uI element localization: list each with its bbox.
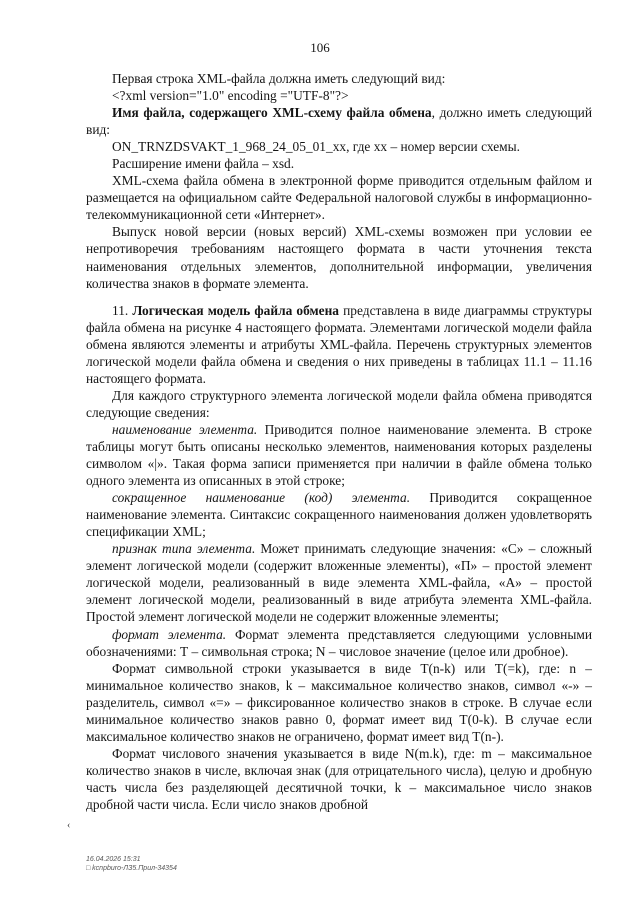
bold-term: Логическая модель файла обмена: [132, 302, 339, 318]
bold-term: Имя файла, содержащего XML-схему файла обмена: [112, 105, 432, 121]
xml-declaration: <?xml version="1.0" encoding ="UTF-8"?>: [112, 88, 349, 104]
definition-item: признак типа элемента. Может принимать следующие значения: «С» – сложный элемент логической модели (содержит вложенные элементы), «П» – простой элемент логической модели, реализованный в виде элемента XML-файла, «А» – простой элемент логической модели, реализованный в виде атрибута элемента XML-файла. Простой элемент логической модели не содержит вложенные элементы;: [86, 541, 592, 625]
definition-item: формат элемента. Формат элемента представляется следующими условными обозначениями: Т – символьная строка; N – числовое значение (целое или дробное).: [86, 626, 592, 659]
paragraph: Для каждого структурного элемента логической модели файла обмена приводятся следующие сведения:: [86, 387, 592, 420]
paragraph: Формат символьной строки указывается в виде Т(n-k) или Т(=k), где: n – минимальное количество знаков, k – максимальное количество знаков, символ «-» – разделитель, символ «=» – фиксированное количество знаков в строке. В случае если минимальное количество знаков равно 0, формат имеет вид Т(0-k). В случае если максимальное количество знаков не ограничено, формат имеет вид Т(n-).: [86, 660, 592, 744]
schema-filename: ON_TRNZDSVAKT_1_968_24_05_01_xx, где хх – номер версии схемы.: [112, 139, 520, 155]
italic-term: наименование элемента.: [112, 421, 258, 437]
margin-mark: ‹: [67, 820, 71, 831]
paragraph: XML-схема файла обмена в электронной форме приводится отдельным файлом и размещается на официальном сайте Федеральной налоговой службы в информационно-телекоммуникационной сети «Интернет».: [86, 173, 592, 223]
italic-term: признак типа элемента.: [112, 541, 256, 557]
paragraph: Имя файла, содержащего XML-схему файла обмена, должно иметь следующий вид:: [86, 105, 592, 138]
section-11-paragraph: 11. Логическая модель файла обмена представлена в виде диаграммы структуры файла обмена на рисунке 4 настоящего формата. Элементами логической модели файла обмена являются элементы и атрибуты XML-файла. Перечень структурных элементов логической модели файла обмена и сведения о них приведены в таблицах 11.1 – 11.16 настоящего формата.: [86, 302, 592, 386]
footer-timestamp: 16.04.2026 15:31: [86, 856, 141, 863]
document-body: [86, 70, 592, 813]
document-footer: [86, 855, 177, 873]
paragraph: Формат числового значения указывается в виде N(m.k), где: m – максимальное количество знаков в числе, включая знак (для отрицательного числа), целую и дробную часть числа без разделяющей десятичной точки, k – максимальное число знаков дробной части числа. Если число знаков дробной: [86, 745, 592, 812]
footer-path: □ kcnpburo-ЛЗ5.Прил-34354: [86, 865, 177, 872]
definition-item: наименование элемента. Приводится полное наименование элемента. В строке таблицы могут быть описаны несколько элементов, наименования которых разделены символом «|». Такая форма записи применяется при наличии в файле обмена только одного элемента из описанных в этой строке;: [86, 421, 592, 489]
italic-term: формат элемента.: [112, 626, 227, 642]
paragraph: Выпуск новой версии (новых версий) XML-схемы возможен при условии ее непротиворечия требованиям настоящего формата в части уточнения текста наименования отдельных элементов, дополнительной информации, увеличения количества знаков в формате элемента.: [86, 224, 592, 291]
page-number: 106: [310, 40, 330, 55]
definition-item: сокращенное наименование (код) элемента. Приводится сокращенное наименование элемента. Синтаксис сокращенного наименования должен удовлетворять спецификации XML;: [86, 490, 592, 540]
paragraph: Первая строка XML-файла должна иметь следующий вид:: [112, 71, 446, 86]
paragraph: Расширение имени файла – xsd.: [112, 156, 295, 172]
italic-term: сокращенное наименование (код) элемента.: [112, 490, 411, 506]
